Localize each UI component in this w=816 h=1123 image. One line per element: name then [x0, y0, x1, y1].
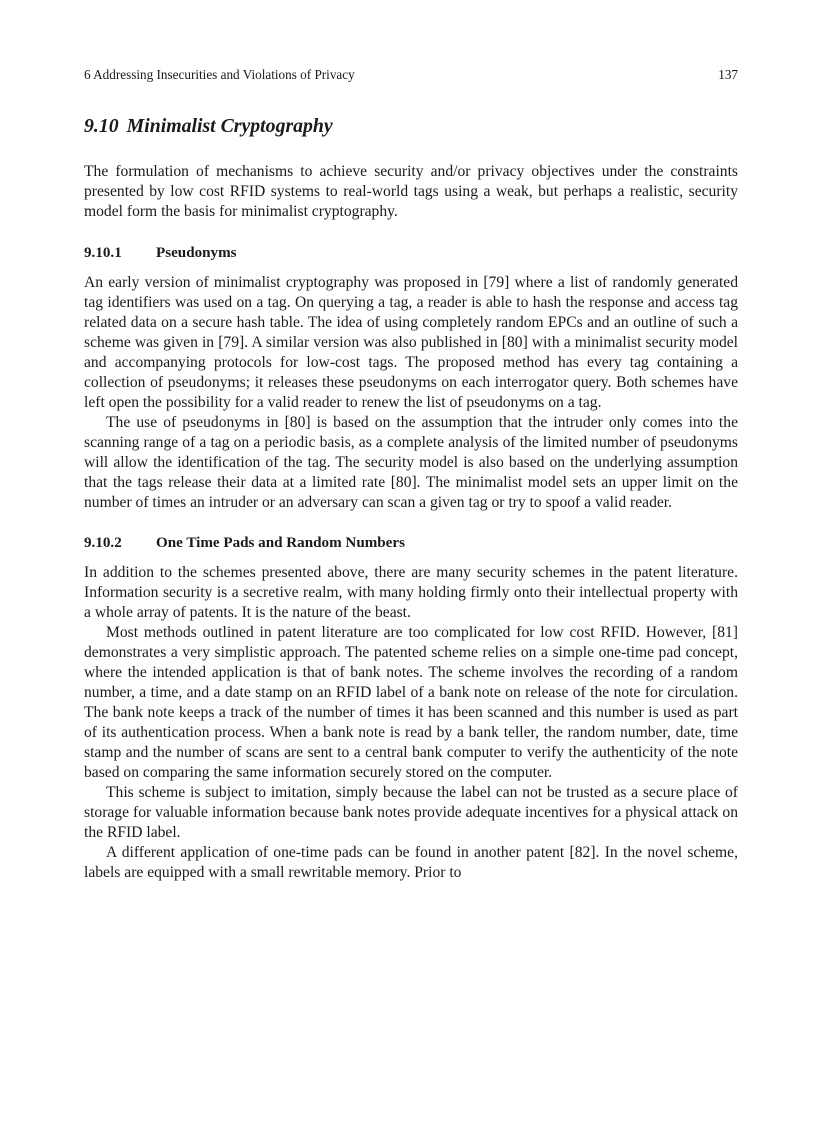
body-paragraph: The use of pseudonyms in [80] is based on the assumption that the intruder only comes into the scanning range of a tag on a periodic basis, as a complete analysis of the limited number of pseudonyms will allow the identification of the tag. The security model is also based on the underlying assumption that the tags release their data at a limited rate [80]. The minimalist model sets an upper limit on the number of times an intruder or an adversary can scan a given tag or try to spoof a valid reader.	[84, 414, 738, 511]
subsection-heading-pseudonyms	[84, 243, 738, 263]
subsection-heading-one-time-pads	[84, 533, 738, 553]
page	[84, 66, 738, 883]
body-paragraph: In addition to the schemes presented above, there are many security schemes in the patent literature. Information security is a secretive realm, with many holding firmly onto their intellectual property with a whole array of patents. It is the nature of the beast.	[84, 564, 738, 621]
section-number: 9.10	[84, 115, 119, 137]
subsection-number: 9.10.1	[84, 245, 122, 261]
body-paragraph: This scheme is subject to imitation, simply because the label can not be trusted as a secure place of storage for valuable information because bank notes provide adequate incentives for a physical attack on the RFID label.	[84, 784, 738, 841]
body-paragraph: A different application of one-time pads can be found in another patent [82]. In the novel scheme, labels are equipped with a small rewritable memory. Prior to	[84, 844, 738, 881]
subsection-title: One Time Pads and Random Numbers	[156, 535, 405, 551]
chapter-title: 6 Addressing Insecurities and Violations of Privacy	[84, 67, 355, 82]
section-title: Minimalist Cryptography	[126, 115, 333, 137]
section-intro-paragraph: The formulation of mechanisms to achieve security and/or privacy objectives under the constraints presented by low cost RFID systems to real-world tags using a weak, but perhaps a realistic, security model form the basis for minimalist cryptography.	[84, 163, 738, 220]
running-header	[84, 66, 738, 84]
body-paragraph: Most methods outlined in patent literature are too complicated for low cost RFID. However, [81] demonstrates a very simplistic approach. The patented scheme relies on a simple one-time pad concept, where the intended application is that of bank notes. The scheme involves the recording of a random number, a time, and a date stamp on an RFID label of a bank note on release of the note for circulation. The bank note keeps a track of the number of times it has been scanned and this number is used as part of its authentication process. When a bank note is read by a bank teller, the random number, date, time stamp and the number of scans are sent to a central bank computer to verify the authenticity of the note based on comparing the same information securely stored on the computer.	[84, 624, 738, 781]
body-paragraph: An early version of minimalist cryptography was proposed in [79] where a list of randomly generated tag identifiers was used on a tag. On querying a tag, a reader is able to hash the response and access tag related data on a secure hash table. The idea of using completely random EPCs and an outline of such a scheme was given in [79]. A similar version was also published in [80] with a minimalist security model and accompanying protocols for low-cost tags. The proposed method has every tag containing a collection of pseudonyms; it releases these pseudonyms on each interrogator query. Both schemes have left open the possibility for a valid reader to renew the list of pseudonyms on a tag.	[84, 274, 738, 411]
section-heading	[84, 114, 738, 138]
subsection-title: Pseudonyms	[156, 245, 237, 261]
subsection-number: 9.10.2	[84, 535, 122, 551]
page-number: 137	[718, 67, 738, 82]
